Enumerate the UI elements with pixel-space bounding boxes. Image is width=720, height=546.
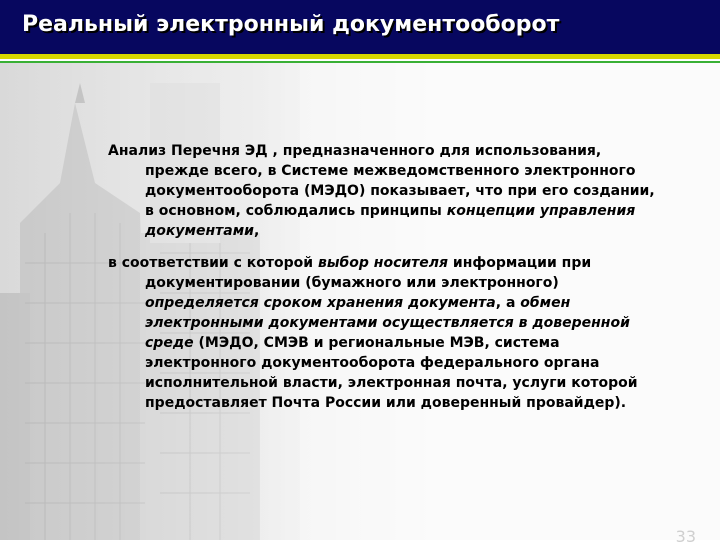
paragraph-1-text: Анализ Перечня ЭД , предназначенного для использования, прежде всего, в Системе межведомственного электронного документооборота (МЭДО) показывает, что при его создании, в основном, соблюдались принципы bbox=[108, 143, 655, 219]
slide-body bbox=[108, 141, 668, 413]
slide-title: Реальный электронный документооборот bbox=[22, 12, 560, 37]
paragraph-1-emphasis: концепции управления документами bbox=[145, 203, 636, 239]
paragraph-2-emphasis-1: выбор носителя bbox=[317, 255, 449, 271]
paragraph-1 bbox=[108, 141, 668, 241]
paragraph-2-text-3: , а bbox=[495, 295, 521, 311]
paragraph-2-emphasis-3: обмен электронными документами осуществляется в доверенной среде bbox=[145, 295, 630, 351]
paragraph-2-text-1: в соответствии с которой bbox=[108, 255, 318, 271]
paragraph-2-text-2: информации при документировании (бумажного или электронного) bbox=[145, 255, 592, 291]
title-bar bbox=[0, 0, 720, 54]
page-number: 33 bbox=[675, 527, 696, 546]
paragraph-1-end: , bbox=[253, 223, 260, 239]
paragraph-2-emphasis-2: определяется сроком хранения документа bbox=[145, 295, 496, 311]
paragraph-2-text-4: (МЭДО, СМЭВ и региональные МЭВ, система электронного документооборота федерального органа исполнительной власти, электронная почта, услуги которой предоставляет Почта России или доверенный провайдер). bbox=[145, 335, 638, 411]
paragraph-2 bbox=[108, 253, 668, 413]
